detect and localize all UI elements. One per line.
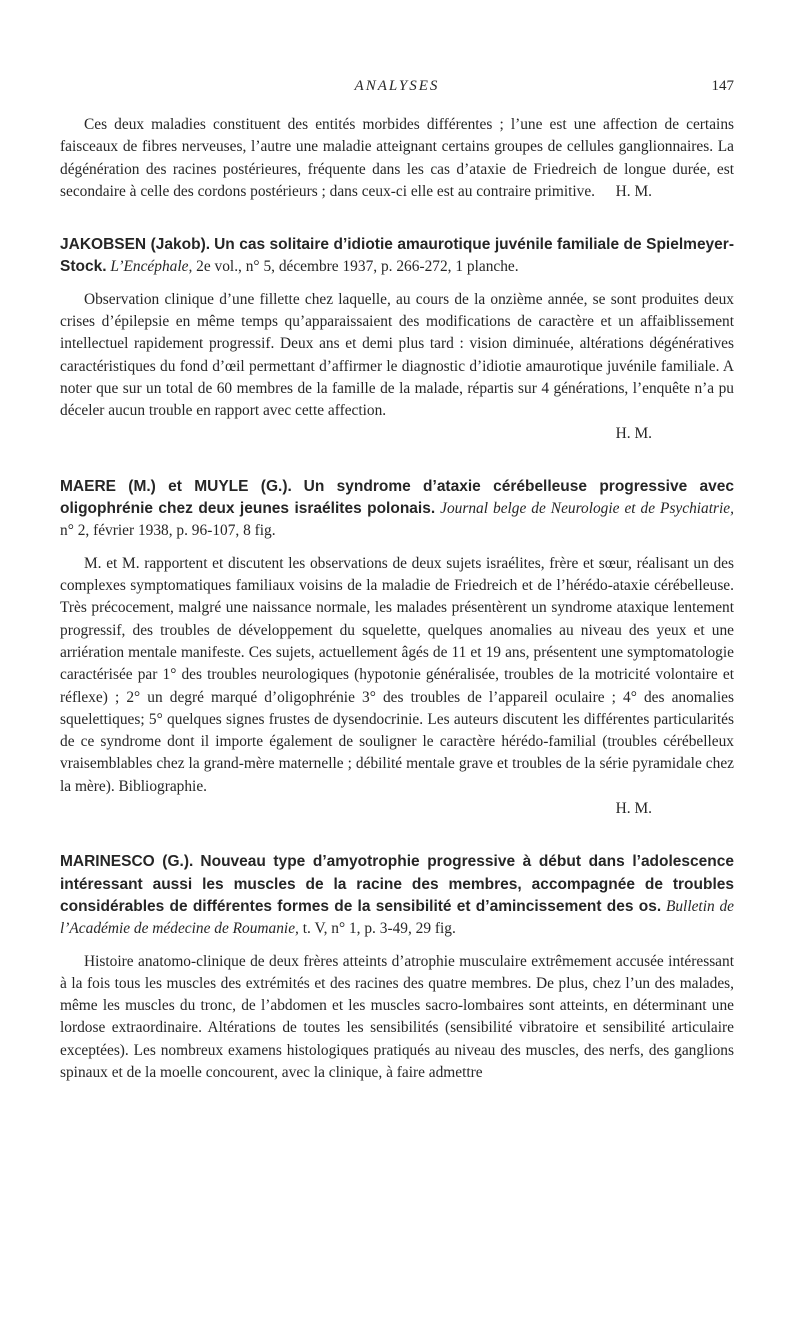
entry-title: Nouveau type d’amyotrophie progressive à début dans l’adolescence intéressant aussi les muscles de la racine des membres, accompagnée de troubles considérables de différentes formes de la sensibilité et d’amincissement des os.: [60, 853, 734, 915]
entry-citation: 2e vol., n° 5, décembre 1937, p. 266-272, 1 planche.: [196, 258, 519, 276]
entry-author: MAERE (M.) et MUYLE (G.).: [60, 477, 292, 495]
entry-heading: [60, 851, 734, 940]
entry-title: Un syndrome d’ataxie cérébelleuse progressive avec oligophrénie chez deux jeunes israélites polonais.: [60, 477, 734, 518]
review-entry: [60, 851, 734, 1084]
entry-abstract: M. et M. rapportent et discutent les observations de deux sujets israélites, frère et sœur, réalisant un des complexes symptomatiques familiaux voisins de la maladie de Friedreich et de l’hérédo-ataxie cérébelleuse. Très précocement, malgré une naissance normale, les malades présentèrent un syndrome ataxique lentement progressif, des troubles de développement du squelette, quelques anomalies au niveau des yeux et une arriération mentale manifeste. Ces sujets, actuellement âgés de 11 et 19 ans, présentent une symptomatologie caractérisée par 1° des troubles neurologiques (hypotonie généralisée, troubles de la motricité volontaire et réflexe) ; 2° un degré marqué d’oligophrénie 3° des troubles de l’appareil oculaire ; 4° des anomalies squelettiques; 5° quelques signes frustes de dysendocrinie. Les auteurs discutent les différentes particularités de ce syndrome dont il importe également de souligner le caractère hérédo-familial (troubles cérébelleux vraisemblables chez la grand-mère maternelle ; débilité mentale grave et troubles de la série pyramidale chez la mère). Bibliographie.: [60, 554, 734, 795]
running-header: [60, 78, 734, 100]
entry-journal: Bulletin de l’Académie de médecine de Roumanie,: [60, 897, 734, 938]
entry-signature: H. M.: [615, 424, 652, 442]
entry-abstract: Histoire anatomo-clinique de deux frères atteints d’atrophie musculaire extrêmement accusée intéressant à la fois tous les muscles des extrémités et des racines des quatre membres. De plus, chez l’un des malades, même les muscles du tronc, de l’abdomen et les muscles sacro-lombaires sont atteints, en déterminant une lordose extraordinaire. Altérations de toutes les sensibilités (sensibilité vibratoire et sensibilité articulaire exceptées). Les nombreux examens histologiques pratiqués au niveau des muscles, des nerfs, des ganglions spinaux et de la moelle concourent, avec la clinique, à faire admettre: [60, 952, 734, 1081]
review-entry: [60, 234, 734, 445]
entry-author: MARINESCO (G.).: [60, 853, 194, 871]
entry-journal: L’Encéphale,: [110, 258, 193, 276]
review-entry: [60, 476, 734, 820]
entry-journal: Journal belge de Neurologie et de Psychiatrie,: [440, 500, 734, 518]
running-title: ANALYSES: [354, 78, 440, 94]
entry-heading: [60, 476, 734, 543]
entry-title: Un cas solitaire d’idiotie amaurotique juvénile familiale de Spielmeyer-Stock.: [60, 236, 734, 276]
entry-author: JAKOBSEN (Jakob).: [60, 236, 211, 254]
entry-signature: H. M.: [615, 800, 652, 818]
entry-abstract: Observation clinique d’une fillette chez laquelle, au cours de la onzième année, se sont produites deux crises d’épilepsie en même temps qu’apparaissaient des modifications de caractère et un affaiblissement intellectuel rapidement progressif. Deux ans et demi plus tard : vision diminuée, altérations dégénératives caractéristiques du fond d’œil permettant d’affirmer le diagnostic d’idiotie amaurotique juvénile familiale. A noter que sur un total de 60 membres de la famille de la malade, répartis sur 4 générations, l’enquête n’a pu déceler aucun trouble en rapport avec cette affection.: [60, 290, 734, 420]
entry-citation: n° 2, février 1938, p. 96-107, 8 fig.: [60, 522, 276, 540]
intro-signature: H. M.: [615, 182, 652, 200]
entry-citation: t. V, n° 1, p. 3-49, 29 fig.: [302, 920, 456, 938]
page-number: 147: [711, 78, 734, 94]
intro-paragraph: Ces deux maladies constituent des entités morbides différentes ; l’une est une affection de certains faisceaux de fibres nerveuses, l’autre une maladie atteignant certains groupes de cellules ganglionnaires. La dégénération des racines postérieures, fréquente dans les cas d’ataxie de Friedreich de longue durée, est secondaire à celle des cordons postérieurs ; dans ceux-ci elle est au contraire primitive.: [60, 116, 734, 200]
page-body: [60, 114, 734, 1084]
entry-heading: [60, 234, 734, 279]
